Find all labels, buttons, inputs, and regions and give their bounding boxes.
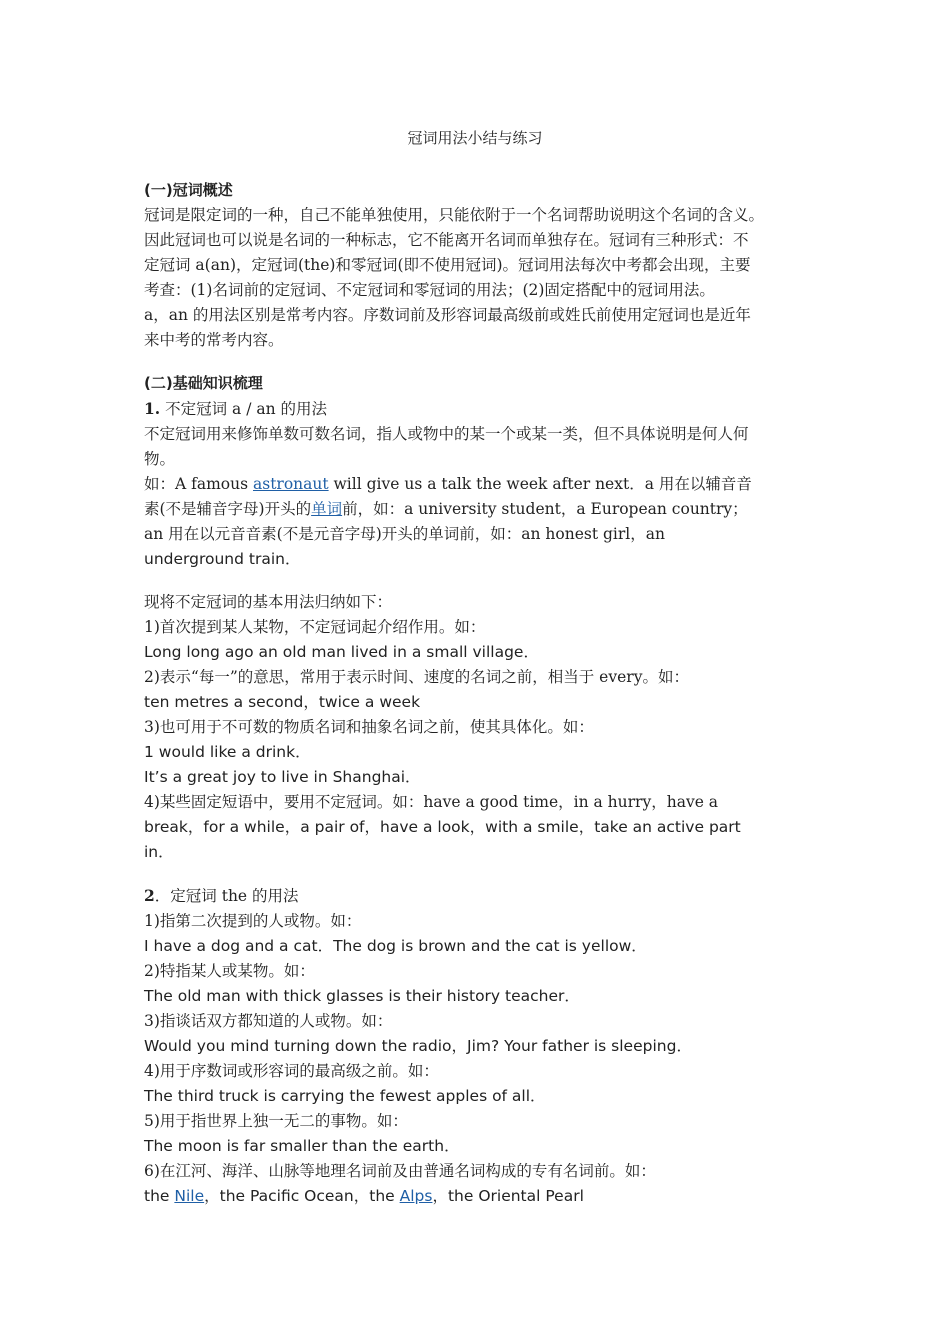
example-line [144,497,824,522]
overview-line: 冠词是限定词的一种，自己不能单独使用，只能依附于一个名词帮助说明这个名词的含义。 [144,206,765,224]
definite-rule-line: 3)指谈话双方都知道的人或物。如： [144,1012,393,1030]
document-title: 冠词用法小结与练习 [407,129,543,147]
indefinite-rule-line: 1 would like a drink． [144,743,311,761]
example-text: ，the Oriental Pearl [432,1187,584,1205]
subsection-number: 1. [144,399,161,418]
indefinite-desc-line: 物。 [144,450,176,468]
example-line: underground train． [144,550,301,568]
subsection-title-indefinite [144,396,824,422]
definite-rule-line: 4)用于序数词或形容词的最高级之前。如： [144,1062,439,1080]
indefinite-rule-line: Long long ago an old man lived in a small village． [144,643,539,661]
example-text: will give us a talk the week after next．a 用在以辅音音 [328,475,752,493]
example-line [144,472,824,497]
indefinite-rule-line: 4)某些固定短语中，要用不定冠词。如：have a good time，in a hurry，have a [144,793,719,811]
indefinite-rule-line: 3)也可用于不可数的物质名词和抽象名词之前，使其具体化。如： [144,718,594,736]
definite-rule-line: The moon is far smaller than the earth． [144,1137,460,1155]
overview-line: 定冠词 a(an)，定冠词(the)和零冠词(即不使用冠词)。冠词用法每次中考都会出现，主要 [144,256,751,274]
document-page [144,126,824,1209]
subsection-title-definite [144,883,824,909]
nile-link[interactable]: Nile [174,1187,205,1205]
indefinite-desc-line: 不定冠词用来修饰单数可数名词，指人或物中的某一个或某一类，但不具体说明是何人何 [144,425,749,443]
overview-line: 因此冠词也可以说是名词的一种标志，它不能离开名词而单独存在。冠词有三种形式：不 [144,231,749,249]
example-line-geography [144,1184,824,1209]
definite-rule-line: 6)在江河、海洋、山脉等地理名词前及由普通名词构成的专有名词前。如： [144,1162,656,1180]
alps-link[interactable]: Alps [399,1187,433,1205]
example-text: 素(不是辅音字母)开头的 [144,500,312,518]
definite-rule-line: The third truck is carrying the fewest apples of all． [144,1087,546,1105]
summary-intro: 现将不定冠词的基本用法归纳如下： [144,593,393,611]
spacer [144,572,824,590]
example-text: 如：A famous [144,475,253,493]
definite-rule-line: 5)用于指世界上独一无二的事物。如： [144,1112,408,1130]
overview-line: 来中考的常考内容。 [144,331,284,349]
definite-rule-line: Would you mind turning down the radio，Jim? Your father is sleeping． [144,1037,692,1055]
example-text: 前，如：a university student，a European country； [342,500,748,518]
overview-line: 考查：(1)名词前的定冠词、不定冠词和零冠词的用法；(2)固定搭配中的冠词用法。 [144,281,715,299]
astronaut-link[interactable]: astronaut [253,475,329,493]
indefinite-rule-line: break，for a while，a pair of，have a look，with a smile，take an active part [144,818,741,836]
word-link[interactable]: 单词 [311,500,343,518]
indefinite-rule-line: in． [144,843,174,861]
subsection-title-text: ．定冠词 the 的用法 [154,887,299,905]
spacer [144,865,824,883]
example-text: ，the Pacific Ocean，the [204,1187,400,1205]
indefinite-rule-line: It’s a great joy to live in Shanghai． [144,768,421,786]
section-heading-overview: (一)冠词概述 [144,181,233,199]
indefinite-rule-line: 2)表示“每一”的意思，常用于表示时间、速度的名词之前，相当于 every。如： [144,668,689,686]
spacer [144,353,824,371]
indefinite-rule-line: ten metres a second，twice a week [144,693,421,711]
definite-rule-line: The old man with thick glasses is their history teacher． [144,987,580,1005]
section-heading-basics: (二)基础知识梳理 [144,374,263,392]
definite-rule-line: 1)指第二次提到的人或物。如： [144,912,362,930]
definite-rule-line: 2)特指某人或某物。如： [144,962,315,980]
definite-rule-line: I have a dog and a cat．The dog is brown and the cat is yellow． [144,937,647,955]
example-line: an 用在以元音音素(不是元音字母)开头的单词前，如：an honest girl，an [144,525,665,543]
example-text: the [144,1187,175,1205]
overview-line: a，an 的用法区别是常考内容。序数词前及形容词最高级前或姓氏前使用定冠词也是近年 [144,306,751,324]
subsection-title-text: 不定冠词 a / an 的用法 [165,400,328,418]
subsection-number: 2 [144,886,155,905]
indefinite-rule-line: 1)首次提到某人某物，不定冠词起介绍作用。如： [144,618,486,636]
